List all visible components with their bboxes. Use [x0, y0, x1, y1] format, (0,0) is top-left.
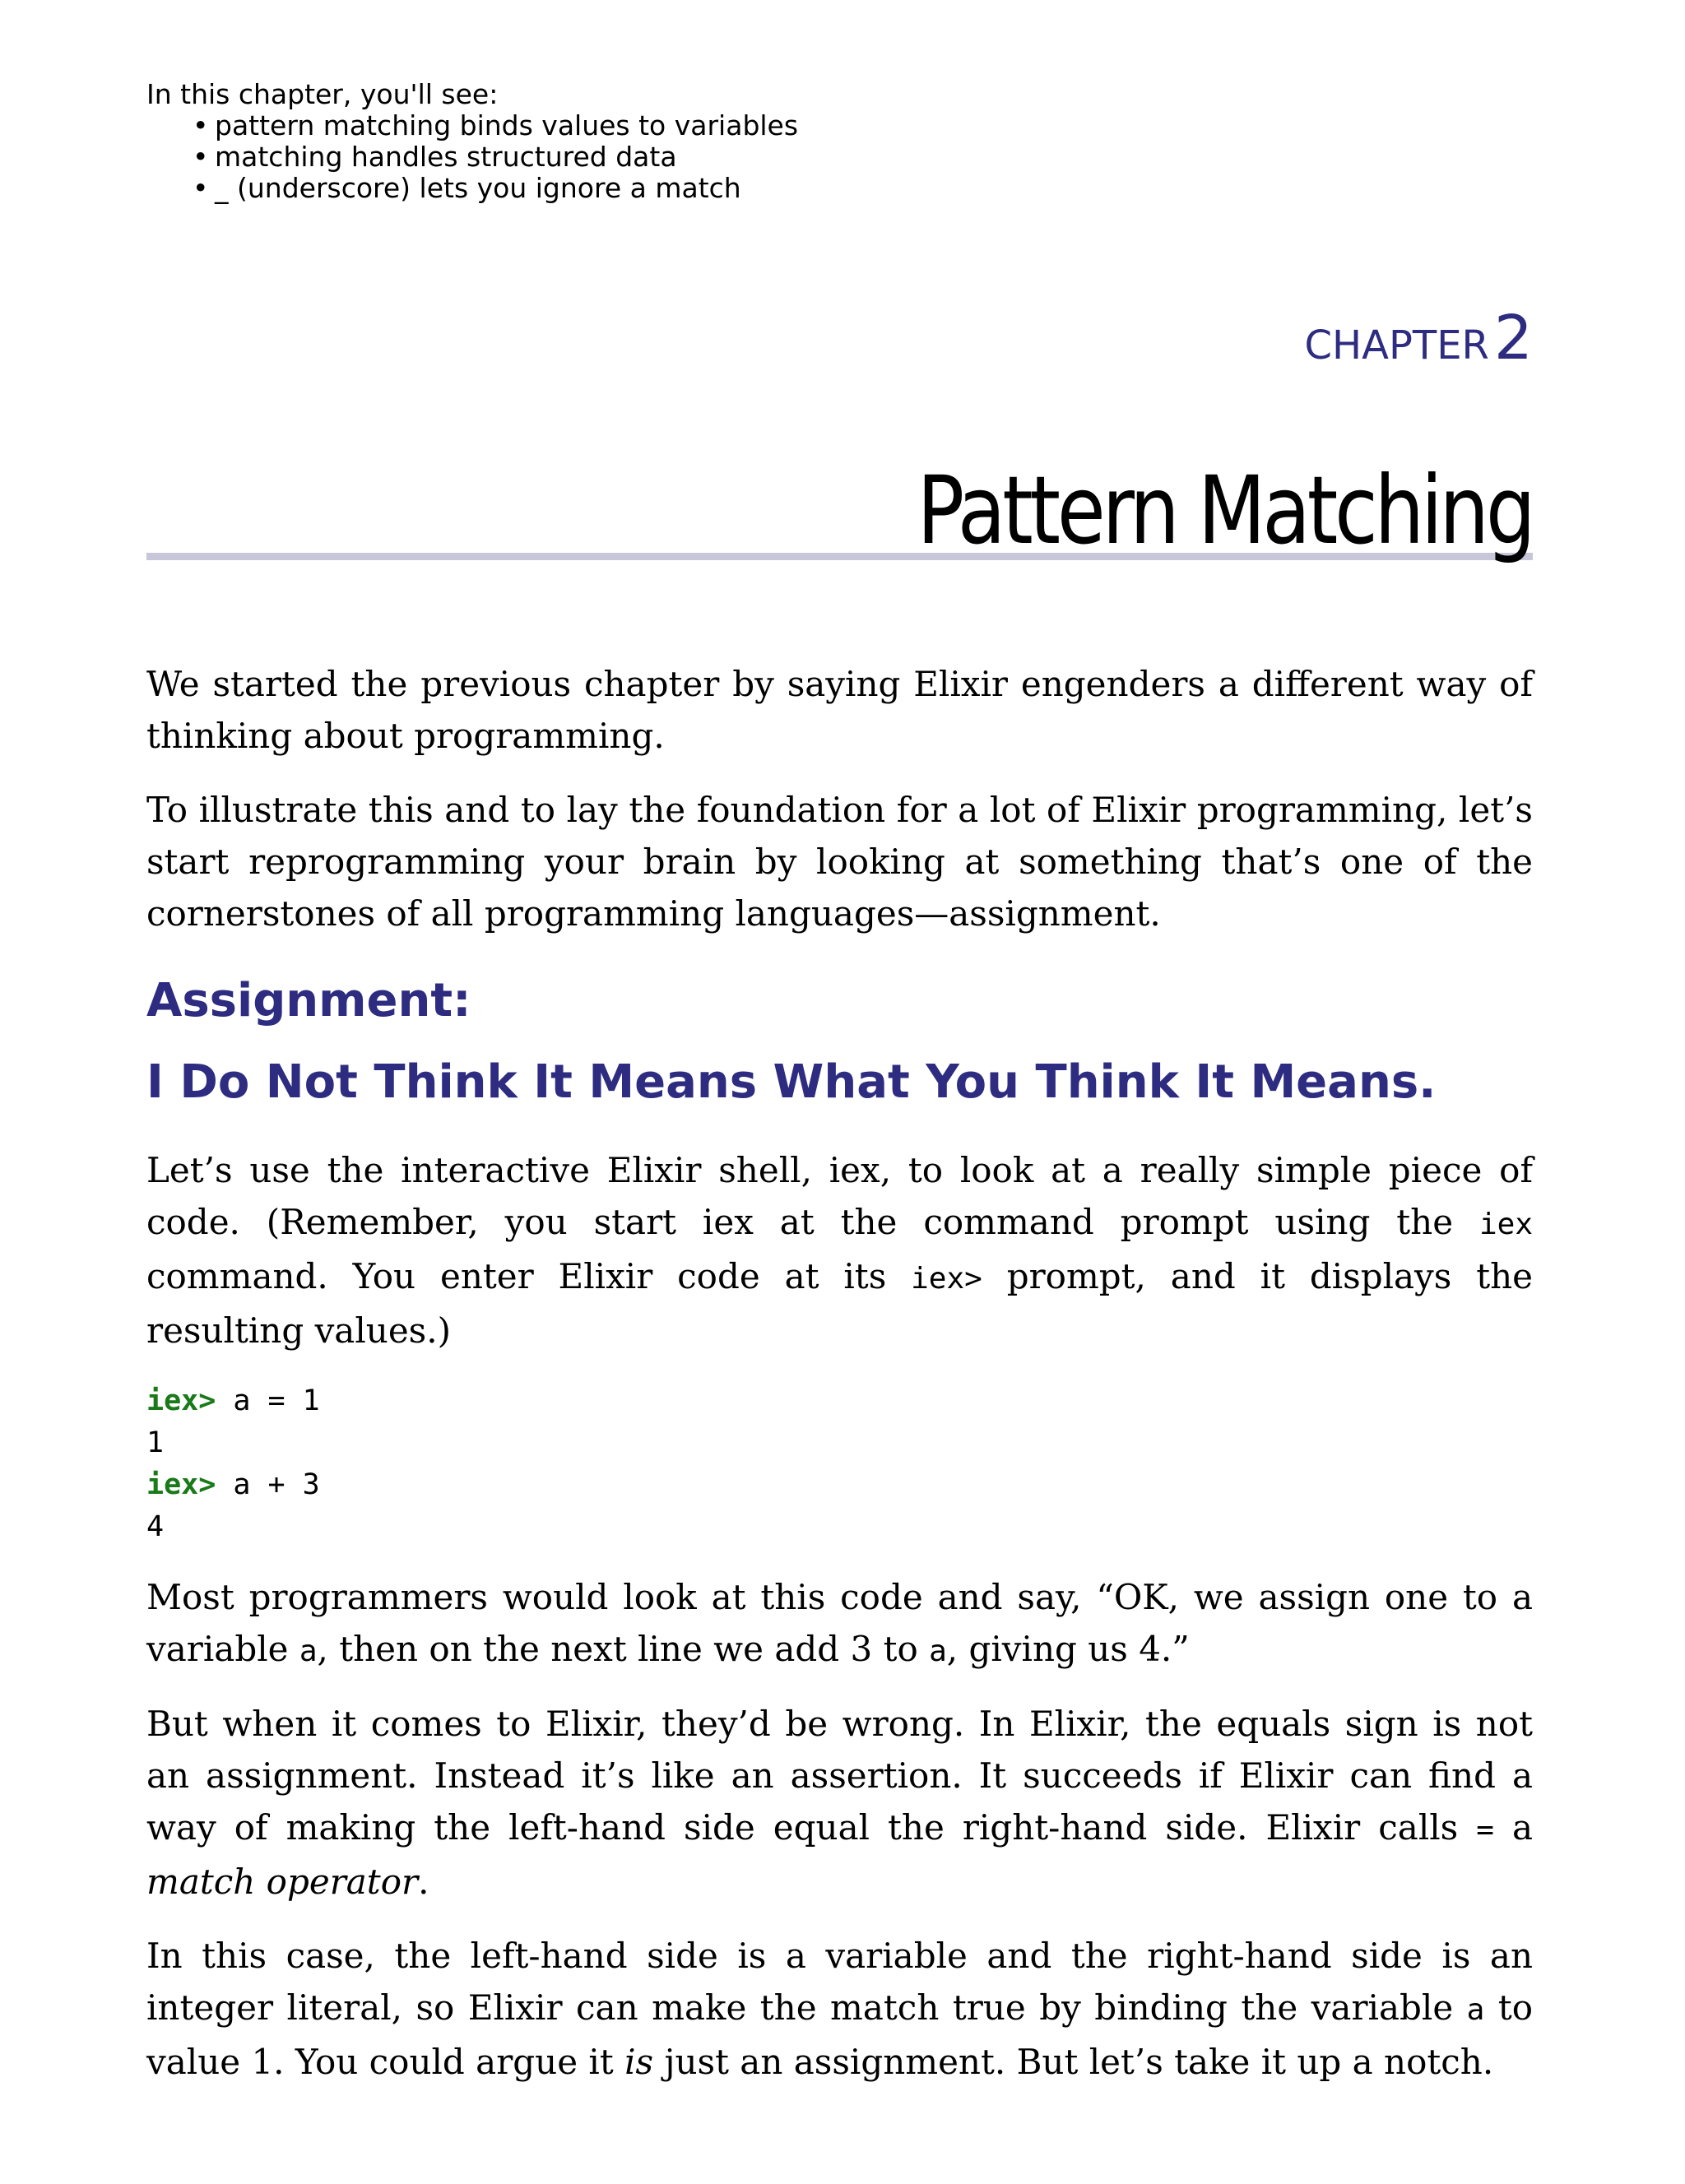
paragraph-equals: But when it comes to Elixir, they’d be wrong. In Elixir, the equals sign is not an assignment. Instead it’s like an assertion. It succeeds if Elixir can find a way of making the left-hand side equal the right-hand side. Elixir calls = a match operator. — [146, 1704, 1534, 1902]
emphasis: match operator — [146, 1862, 419, 1902]
intro-lead: In this chapter, you'll see: — [146, 78, 499, 110]
paragraph-assignment: To illustrate this and to lay the foundation for a lot of Elixir programming, let’s start reprogramming your brain by looking at something that’s one of the cornerstones of all programming languages—assignment. — [146, 790, 1533, 934]
paragraph-programmers: Most programmers would look at this code and say, “OK, we assign one to a variable a, then on the next line we add 3 to a, giving us 4.” — [146, 1577, 1533, 1669]
list-item: • matching handles structured data — [193, 141, 677, 173]
code-line: iex> a = 1 — [146, 1384, 320, 1417]
section-heading-line2: I Do Not Think It Means What You Think It Means. — [146, 1055, 1437, 1109]
paragraph-intro: We started the previous chapter by saying Elixir engenders a different way of thinking about programming. — [146, 664, 1533, 756]
list-item: • _ (underscore) lets you ignore a match — [193, 172, 741, 204]
inline-code: = — [1476, 1813, 1494, 1847]
inline-code: a — [929, 1635, 947, 1668]
paragraph-case: In this case, the left-hand side is a variable and the right-hand side is an integer literal, so Elixir can make the match true by binding the variable a to value 1. You could argue it is just an assignment. But let’s take it up a notch. — [146, 1936, 1534, 2082]
iex-prompt: iex> — [146, 1384, 216, 1417]
list-item: • pattern matching binds values to variables — [193, 109, 799, 141]
chapter-title: Pattern Matching — [917, 456, 1533, 565]
inline-code: a — [299, 1635, 318, 1668]
bullet-icon: • — [193, 109, 209, 141]
chapter-word: CHAPTER — [1304, 322, 1489, 369]
chapter-intro — [146, 79, 798, 204]
inline-code: a — [1466, 1993, 1485, 2027]
iex-prompt: iex> — [146, 1468, 216, 1501]
chapter-number: 2 — [1493, 303, 1533, 373]
paragraph-iex: Let’s use the interactive Elixir shell, iex, to look at a really simple piece of code. (Remember, you start iex at the command prompt using the iex command. You enter Elixir code at its iex> prompt, and it displays the resulting values.) — [146, 1150, 1533, 1351]
code-output: 1 — [146, 1426, 165, 1459]
code-block — [146, 1380, 320, 1548]
inline-code: iex> — [911, 1262, 982, 1296]
inline-code: iex — [1478, 1208, 1533, 1241]
code-output: 4 — [146, 1510, 165, 1543]
chapter-label — [1305, 303, 1533, 373]
intro-list — [146, 110, 798, 204]
emphasis: is — [624, 2042, 654, 2082]
bullet-icon: • — [193, 141, 209, 173]
code-line: iex> a + 3 — [146, 1468, 320, 1501]
bullet-icon: • — [193, 172, 209, 204]
section-heading-line1: Assignment: — [146, 974, 471, 1027]
